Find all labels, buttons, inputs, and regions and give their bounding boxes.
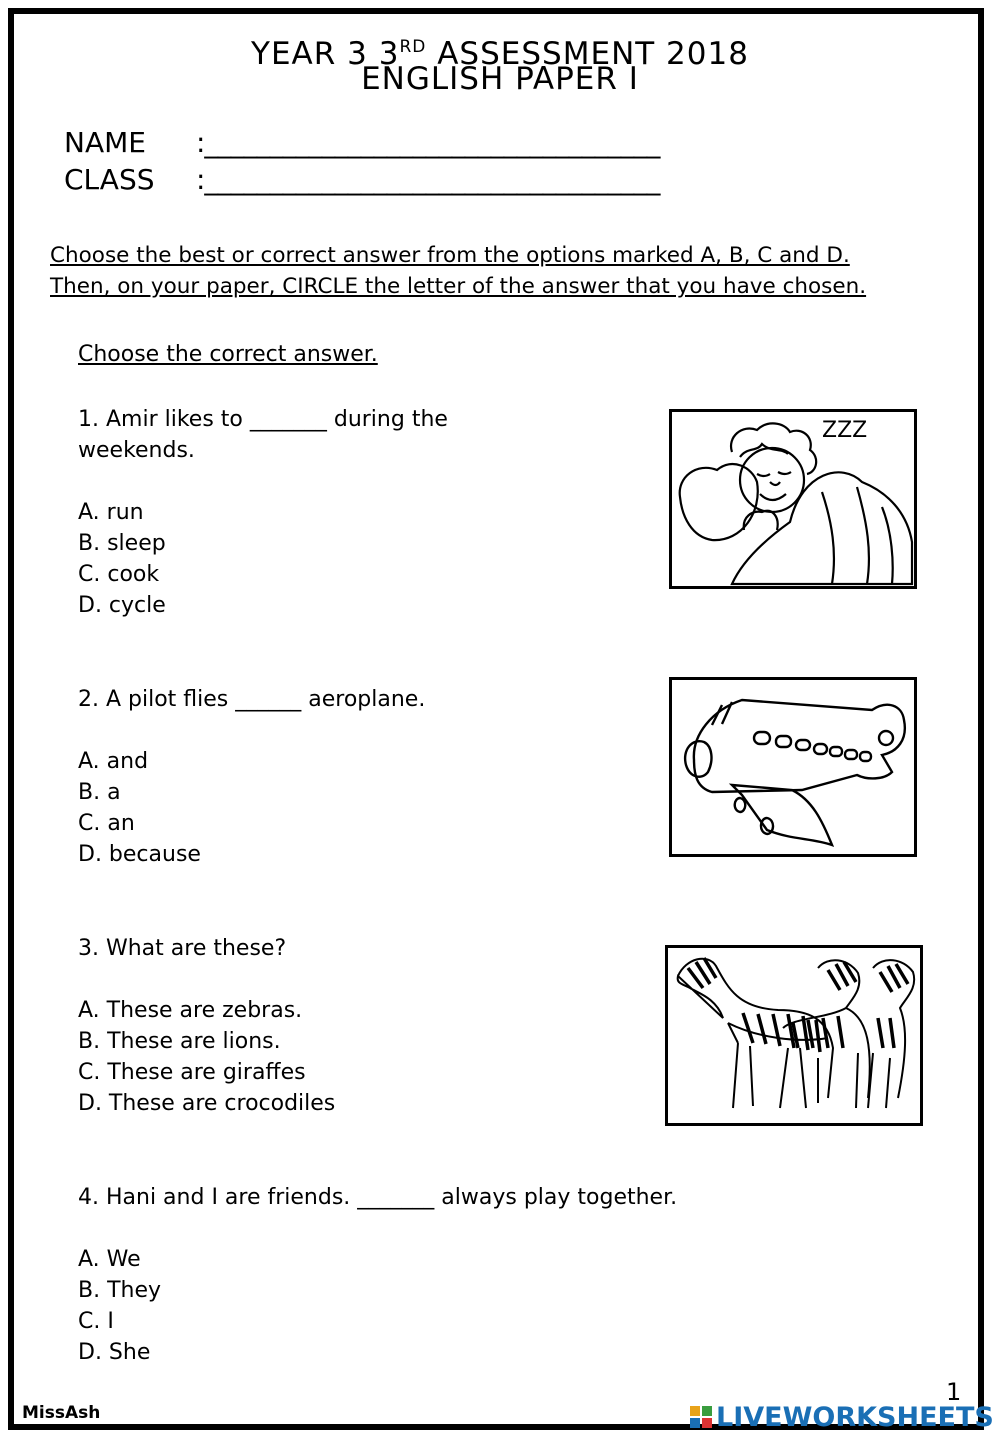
option-b[interactable]: B. sleep (78, 531, 166, 556)
class-input-line[interactable]: :___________________________________ (196, 163, 660, 196)
aeroplane-picture (669, 677, 917, 857)
question-text-cont: weekends. (78, 438, 195, 463)
option-d[interactable]: D. cycle (78, 593, 166, 618)
question-2-options (78, 746, 201, 870)
option-b[interactable]: B. These are lions. (78, 1029, 281, 1054)
name-field (64, 126, 660, 159)
brand-logo[interactable] (690, 1402, 994, 1433)
option-c[interactable]: C. I (78, 1309, 114, 1334)
instruction-line-1: Choose the best or correct answer from the options marked A, B, C and D. (50, 243, 850, 268)
option-d[interactable]: D. These are crocodiles (78, 1091, 336, 1116)
sleeping-child-picture (669, 409, 917, 589)
zzz-text: ZZZ (822, 418, 868, 443)
section-heading: Choose the correct answer. (78, 342, 378, 367)
option-b[interactable]: B. They (78, 1278, 162, 1303)
question-1 (78, 404, 448, 466)
question-text: 1. Amir likes to _______ during the (78, 407, 448, 432)
option-c[interactable]: C. These are giraffes (78, 1060, 306, 1085)
question-text: 3. What are these? (78, 936, 287, 961)
page-number: 1 (946, 1378, 962, 1406)
question-text: 4. Hani and I are friends. _______ always play together. (78, 1185, 678, 1210)
option-a[interactable]: A. and (78, 749, 149, 774)
class-field (64, 163, 660, 196)
name-input-line[interactable]: :___________________________________ (196, 126, 660, 159)
question-4-options (78, 1244, 161, 1368)
question-2 (78, 684, 425, 715)
option-c[interactable]: C. an (78, 811, 135, 836)
page-title: YEAR 3 3RD ASSESSMENT 2018 (251, 36, 749, 72)
option-d[interactable]: D. She (78, 1340, 151, 1365)
option-b[interactable]: B. a (78, 780, 121, 805)
question-text: 2. A pilot flies ______ aeroplane. (78, 687, 426, 712)
zebras-picture (665, 945, 923, 1126)
option-a[interactable]: A. We (78, 1247, 141, 1272)
option-a[interactable]: A. run (78, 500, 144, 525)
name-label: NAME (64, 126, 146, 159)
option-a[interactable]: A. These are zebras. (78, 998, 303, 1023)
liveworksheets-logo-icon (690, 1404, 712, 1426)
option-c[interactable]: C. cook (78, 562, 160, 587)
instruction-line-2: Then, on your paper, CIRCLE the letter of the answer that you have chosen. (50, 274, 867, 299)
class-label: CLASS (64, 163, 155, 196)
question-3 (78, 933, 286, 964)
brand-text: LIVEWORKSHEETS (716, 1402, 994, 1433)
option-d[interactable]: D. because (78, 842, 201, 867)
author-signature: MissAsh (22, 1403, 101, 1423)
question-4 (78, 1182, 677, 1213)
page-subtitle: ENGLISH PAPER I (361, 61, 639, 97)
question-3-options (78, 995, 335, 1119)
question-1-options (78, 497, 166, 621)
